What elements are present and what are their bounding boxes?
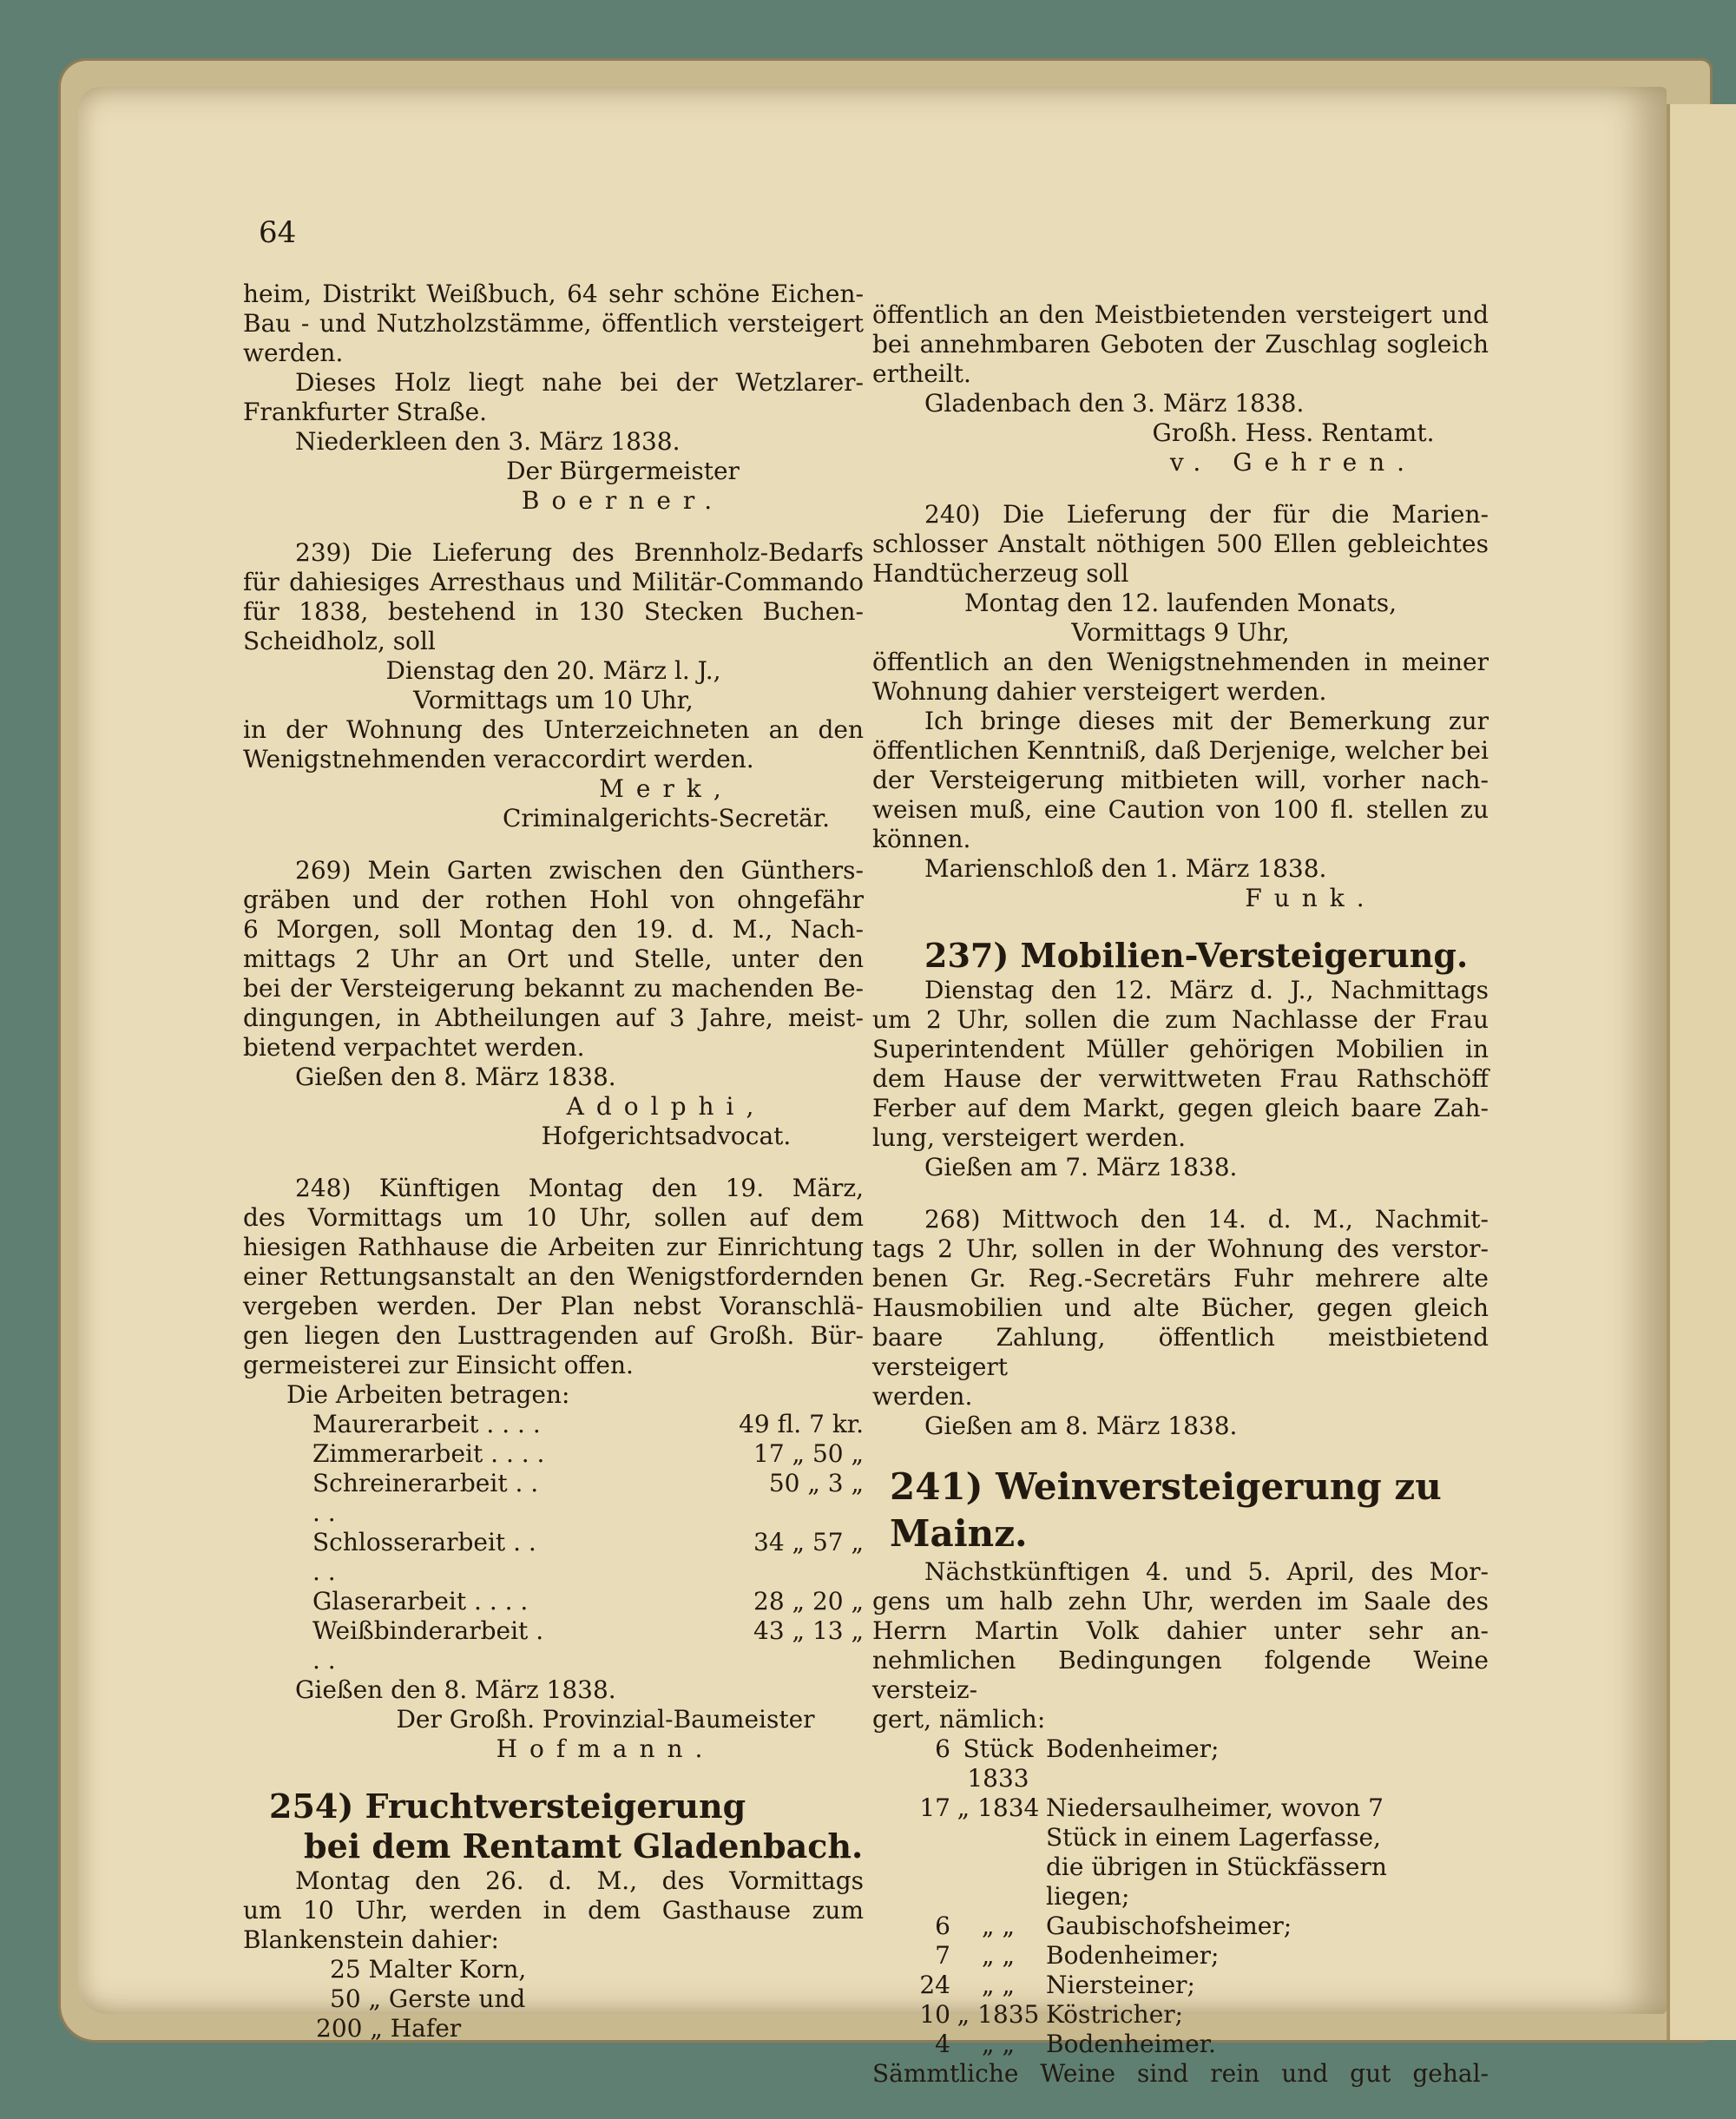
- wine-name: Bodenheimer;: [1046, 1734, 1220, 1763]
- notice-time: Vormittags 9 Uhr,: [1071, 618, 1290, 647]
- cost-label: Glaserarbeit . . . .: [312, 1587, 529, 1616]
- text-line: ertheilt.: [872, 359, 971, 388]
- text-line: können.: [872, 825, 971, 853]
- text-line: der Versteigerung mitbieten will, vorher nach-: [872, 766, 1489, 794]
- wine-unit: „ „: [982, 2030, 1015, 2058]
- notice-heading: 237) Mobilien-Versteigerung.: [924, 936, 1469, 975]
- cost-row: [243, 1616, 864, 1675]
- list-item: 25 Malter Korn,: [330, 1955, 527, 1984]
- text-line: Herrn Martin Volk dahier unter sehr an-: [872, 1616, 1489, 1645]
- text-line: um 10 Uhr, werden in dem Gasthause zum: [243, 1896, 864, 1925]
- wine-unit: Stück 1833: [963, 1734, 1034, 1793]
- text-line: nehmlichen Bedingungen folgende Weine versteiz-: [872, 1646, 1489, 1704]
- notice-date: Gießen den 8. März 1838.: [295, 1063, 616, 1091]
- notice-date: Gießen den 8. März 1838.: [295, 1675, 616, 1704]
- text-line: werden.: [243, 339, 344, 367]
- text-line: heim, Distrikt Weißbuch, 64 sehr schöne Eichen-: [243, 280, 864, 308]
- wine-row: [872, 1971, 1489, 2000]
- text-line: öffentlich an den Meistbietenden versteigert und: [872, 300, 1489, 329]
- wine-unit: „ „: [982, 1971, 1015, 1999]
- page-number: 64: [259, 215, 297, 250]
- text-line: Bau - und Nutzholzstämme, öffentlich versteigert: [243, 309, 864, 338]
- cost-row: [243, 1528, 864, 1587]
- wine-row: [872, 1823, 1489, 1852]
- notice-date: Dienstag den 20. März l. J.,: [385, 656, 721, 685]
- cost-row: [243, 1587, 864, 1616]
- text-line: für dahiesiges Arresthaus und Militär-Commando: [243, 568, 864, 596]
- wine-row: [872, 1793, 1489, 1823]
- text-line: 239) Die Lieferung des Brennholz-Bedarfs: [295, 538, 864, 567]
- text-line: Wohnung dahier versteigert werden.: [872, 677, 1327, 706]
- text-line: lung, versteigert werden.: [872, 1123, 1187, 1152]
- wine-row: [872, 2000, 1489, 2030]
- text-line: Blankenstein dahier:: [243, 1925, 499, 1954]
- text-line: gert, nämlich:: [872, 1705, 1046, 1734]
- text-line: tags 2 Uhr, sollen in der Wohnung des verstor-: [872, 1234, 1489, 1263]
- text-line: 269) Mein Garten zwischen den Günthers-: [295, 856, 864, 885]
- text-line: um 2 Uhr, sollen die zum Nachlasse der Frau: [872, 1005, 1489, 1034]
- signature-name: Adolphi,: [566, 1092, 766, 1121]
- cost-value: 34 „ 57 „: [753, 1528, 864, 1556]
- wine-name: Köstricher;: [1046, 2000, 1184, 2029]
- text-line: werden.: [872, 1382, 973, 1411]
- wine-row: [872, 1941, 1489, 1971]
- cost-row: [243, 1439, 864, 1469]
- text-line: Dieses Holz liegt nahe bei der Wetzlarer-: [295, 368, 864, 397]
- text-line: öffentlich an den Wenigstnehmenden in meiner: [872, 648, 1489, 676]
- wine-qty: [890, 1852, 950, 1882]
- wine-name: Gaubischofsheimer;: [1046, 1912, 1292, 1940]
- wine-row: [872, 1882, 1489, 1912]
- wine-row: [872, 1852, 1489, 1882]
- signature-name: Merk,: [599, 774, 733, 803]
- wine-qty: 6: [935, 1912, 950, 1940]
- text-line: Frankfurter Straße.: [243, 398, 488, 426]
- text-line: bietend verpachtet werden.: [243, 1033, 585, 1062]
- notice-date: Gladenbach den 3. März 1838.: [924, 389, 1305, 418]
- signature-title: Hofgerichtsadvocat.: [541, 1122, 792, 1150]
- text-line: Superintendent Müller gehörigen Mobilien in: [872, 1035, 1489, 1063]
- notice-time: Vormittags um 10 Uhr,: [413, 686, 694, 714]
- text-line: Scheidholz, soll: [243, 627, 436, 655]
- notice-heading: 254) Fruchtversteigerung: [269, 1787, 746, 1826]
- notice-date: Montag den 12. laufenden Monats,: [963, 589, 1397, 617]
- wine-qty: 7: [935, 1941, 950, 1970]
- text-line: weisen muß, eine Caution von 100 fl. stellen zu: [872, 795, 1489, 824]
- wine-qty: 10: [919, 2000, 950, 2029]
- cost-label: Schlosserarbeit . . . .: [312, 1528, 536, 1586]
- wine-name: Bodenheimer;: [1046, 1941, 1220, 1970]
- cost-label: Zimmerarbeit . . . .: [312, 1439, 545, 1468]
- cost-label: Schreinerarbeit . . . .: [312, 1469, 539, 1527]
- text-line: bei annehmbaren Geboten der Zuschlag sogleich: [872, 330, 1489, 359]
- notice-date: Gießen am 8. März 1838.: [924, 1412, 1238, 1440]
- text-line: Dienstag den 12. März d. J., Nachmittags: [924, 976, 1489, 1004]
- text-line: baare Zahlung, öffentlich meistbietend versteigert: [872, 1323, 1489, 1381]
- text-line: in der Wohnung des Unterzeichneten an den: [243, 715, 864, 744]
- wine-name: Niedersaulheimer, wovon 7: [1046, 1793, 1384, 1822]
- text-line: einer Rettungsanstalt an den Wenigstfordernden: [243, 1262, 864, 1291]
- signature-title: Der Großh. Provinzial-Baumeister: [396, 1705, 815, 1734]
- text-line: 248) Künftigen Montag den 19. März,: [295, 1174, 864, 1202]
- cost-value: 50 „ 3 „: [768, 1469, 864, 1497]
- text-line: Nächstkünftigen 4. und 5. April, des Mor-: [924, 1557, 1489, 1586]
- wine-name: Bodenheimer.: [1046, 2030, 1216, 2058]
- text-line: 240) Die Lieferung der für die Marien-: [924, 500, 1489, 529]
- wine-unit: „ 1834: [957, 1793, 1040, 1822]
- wine-name: Stück in einem Lagerfasse,: [1046, 1823, 1381, 1852]
- next-page-edge: [1667, 104, 1736, 2040]
- signature-name: v. Gehren.: [1169, 448, 1417, 477]
- wine-unit: [950, 1823, 1046, 1852]
- wine-row: [872, 1912, 1489, 1941]
- notice-date: Marienschloß den 1. März 1838.: [924, 854, 1327, 883]
- wine-name: die übrigen in Stückfässern: [1046, 1852, 1387, 1881]
- text-line: Wenigstnehmenden veraccordirt werden.: [243, 745, 754, 773]
- list-item: 50 „ Gerste und: [330, 1984, 526, 2013]
- text-line: für 1838, bestehend in 130 Stecken Buchen-: [243, 597, 864, 626]
- text-line: hiesigen Rathhause die Arbeiten zur Einrichtung: [243, 1233, 864, 1261]
- cost-value: 49 fl. 7 kr.: [739, 1410, 864, 1438]
- wine-unit: „ „: [982, 1912, 1015, 1940]
- wine-qty: [890, 1823, 950, 1852]
- wine-name: Niersteiner;: [1046, 1971, 1195, 1999]
- text-line: mittags 2 Uhr an Ort und Stelle, unter den: [243, 944, 864, 973]
- wine-qty: 4: [935, 2030, 950, 2058]
- signature-name: Funk.: [1245, 884, 1377, 912]
- text-line: Ich bringe dieses mit der Bemerkung zur: [924, 707, 1489, 735]
- notice-date: Gießen am 7. März 1838.: [924, 1153, 1238, 1181]
- wine-unit: [950, 1852, 1046, 1882]
- text-line: schlosser Anstalt nöthigen 500 Ellen gebleichtes: [872, 530, 1489, 558]
- notice-heading: 241) Weinversteigerung zu Mainz.: [890, 1465, 1442, 1555]
- text-line: öffentlichen Kenntniß, daß Derjenige, welcher bei: [872, 736, 1489, 765]
- signature-title: Criminalgerichts-Secretär.: [502, 804, 831, 832]
- text-line: Handtücherzeug soll: [872, 559, 1129, 588]
- text-line: 6 Morgen, soll Montag den 19. d. M., Nach-: [243, 915, 864, 944]
- cost-label: Maurerarbeit . . . .: [312, 1410, 541, 1438]
- text-line: dem Hause der verwittweten Frau Rathschöff: [872, 1064, 1489, 1093]
- cost-label: Weißbinderarbeit . . .: [312, 1616, 544, 1675]
- wine-unit: [950, 1882, 1046, 1912]
- text-line: Sämmtliche Weine sind rein und gut gehal-: [872, 2059, 1489, 2088]
- signature-title: Großh. Hess. Rentamt.: [1152, 418, 1435, 447]
- wine-unit: „ „: [982, 1941, 1015, 1970]
- text-line: Hausmobilien und alte Bücher, gegen gleich: [872, 1293, 1489, 1322]
- wine-unit: „ 1835: [957, 2000, 1040, 2029]
- text-line: vergeben werden. Der Plan nebst Voranschlä-: [243, 1292, 864, 1320]
- list-item: 200 „ Hafer: [316, 2014, 462, 2043]
- right-column: [872, 300, 1489, 2089]
- text-line: 268) Mittwoch den 14. d. M., Nachmit-: [924, 1205, 1489, 1234]
- wine-row: [872, 1734, 1489, 1793]
- text-line: germeisterei zur Einsicht offen.: [243, 1351, 634, 1379]
- text-line: benen Gr. Reg.-Secretärs Fuhr mehrere alte: [872, 1264, 1489, 1293]
- wine-row: [872, 2030, 1489, 2059]
- cost-value: 17 „ 50 „: [753, 1439, 864, 1468]
- notice-date: Niederkleen den 3. März 1838.: [295, 427, 681, 456]
- text-line: bei der Versteigerung bekannt zu machenden Be-: [243, 974, 864, 1003]
- signature-name: Boerner.: [521, 486, 725, 515]
- text-line: Ferber auf dem Markt, gegen gleich baare Zah-: [872, 1094, 1489, 1122]
- text-line: Montag den 26. d. M., des Vormittags: [295, 1866, 864, 1895]
- cost-value: 28 „ 20 „: [753, 1587, 864, 1616]
- wine-qty: 17: [919, 1793, 950, 1822]
- wine-name: liegen;: [1046, 1882, 1130, 1911]
- cost-row: [243, 1469, 864, 1528]
- notice-heading: bei dem Rentamt Gladenbach.: [304, 1826, 864, 1866]
- cost-row: [243, 1410, 864, 1439]
- text-line: gräben und der rothen Hohl von ohngefähr: [243, 885, 864, 914]
- left-column: [243, 280, 864, 2043]
- wine-qty: [890, 1882, 950, 1912]
- wine-qty: 6: [935, 1734, 950, 1763]
- cost-intro: Die Arbeiten betragen:: [286, 1380, 570, 1409]
- wine-qty: 24: [919, 1971, 950, 1999]
- signature-title: Der Bürgermeister: [506, 457, 740, 485]
- text-line: gens um halb zehn Uhr, werden im Saale des: [872, 1587, 1489, 1616]
- cost-value: 43 „ 13 „: [753, 1616, 864, 1645]
- text-line: des Vormittags um 10 Uhr, sollen auf dem: [243, 1203, 864, 1232]
- text-line: dingungen, in Abtheilungen auf 3 Jahre, meist-: [243, 1004, 864, 1032]
- text-line: gen liegen den Lusttragenden auf Großh. Bür-: [243, 1321, 864, 1350]
- signature-name: Hofmann.: [496, 1734, 715, 1763]
